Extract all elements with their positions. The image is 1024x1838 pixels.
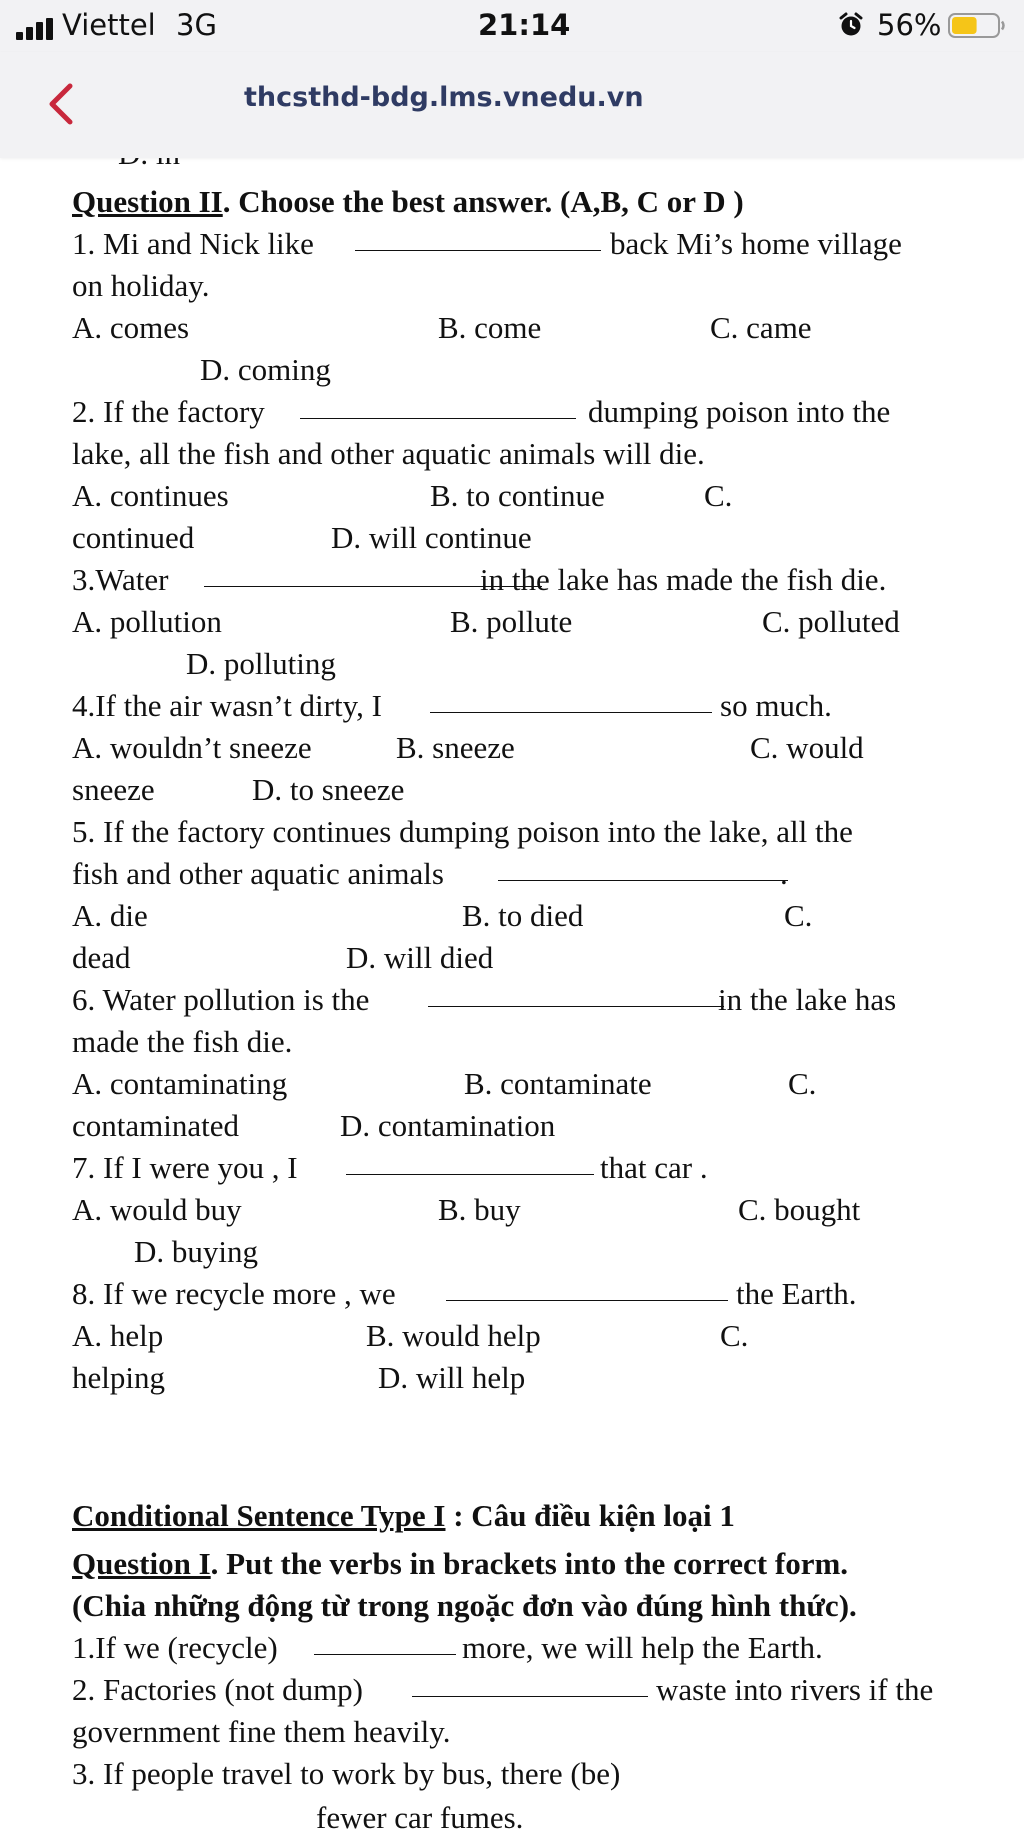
option-b: B. would help [366, 1318, 541, 1353]
network-type: 3G [176, 8, 217, 42]
battery-icon [948, 13, 1006, 38]
option-c: C. [788, 1066, 817, 1101]
option-d: D. will continue [331, 520, 532, 555]
option-a: A. contaminating [72, 1066, 288, 1101]
answer-blank [346, 1148, 594, 1175]
section-heading-rest: : Câu điều kiện loại 1 [445, 1498, 735, 1533]
section-heading-label: Conditional Sentence Type I [72, 1498, 446, 1533]
status-bar [0, 0, 1024, 52]
answer-blank [300, 392, 576, 419]
answer-blank [498, 854, 788, 881]
answer-blank [355, 224, 601, 251]
question-i-heading [72, 1544, 848, 1584]
question-ii-heading [72, 182, 744, 222]
option-c: C. [784, 898, 813, 933]
back-button[interactable] [42, 72, 82, 132]
option-b: B. pollute [450, 604, 573, 639]
carrier-name: Viettel [62, 8, 156, 42]
chevron-left-icon [52, 86, 70, 122]
answer-blank [428, 980, 724, 1007]
option-a: A. would buy [72, 1192, 242, 1227]
question-i-label: Question I [72, 1546, 211, 1581]
answer-blank [446, 1274, 728, 1301]
option-b: B. come [438, 310, 542, 345]
option-d: D. contamination [340, 1108, 556, 1143]
signal-bars-icon [16, 18, 56, 40]
option-d: D. polluting [186, 646, 336, 681]
option-b: B. to died [462, 898, 584, 933]
answer-blank [430, 686, 712, 713]
option-d: D. will help [378, 1360, 526, 1395]
question-i-title: . Put the verbs in brackets into the correct form. [210, 1546, 849, 1581]
option-d: D. to sneeze [252, 772, 405, 807]
document-content: Question II. Choose the best answer. (A,B, C or D ) 1. Mi and Nick like back Mi’s home village on holiday. A. comes B. come C. came D. coming 2. If the factory dumping poison into the lake, all the fish and other aquatic animals will die. A. continues B. to continue C. continued D. will continue 3.Water in the lake has made the fish die. A. pollution B. pollute C. polluted D. polluting 4.If the air wasn’t dirty, I so much. A. wouldn’t sneeze B. sneeze C. would sneeze D. to sneeze 5. If the factory continues dumping poison into the lake, all the fish and other aquatic animals . A. die B. to died C. dead D. will died 6. Water pollution is the in the lake has made the fish die. A. contaminating B. contaminate C. contaminated D. contamination 7. If I were you , I that car . A. would buy B. buy C. bought D. buying 8. If we recycle more , we the Earth. A. help B. would help C. helping D. will help Conditional Sentence Type I : Câu điều kiện loại 1 Question I. Put the verbs in brackets into the correct form. (Chia những động từ trong ngoặc đơn vào đúng hình thức). 1.If we (recycle) more, we will help the Earth. 2. Factories (not dump) waste into rivers if the government fine them heavily. 3. If people travel to work by bus, there (be) fewer car fumes. [72, 184, 934, 1835]
option-b: B. sneeze [396, 730, 515, 765]
section-heading [72, 1496, 735, 1536]
option-d: D. coming [200, 352, 331, 387]
option-b: B. buy [438, 1192, 521, 1227]
option-a: A. comes [72, 310, 190, 345]
question-i-instruction-vn: (Chia những động từ trong ngoặc đơn vào đúng hình thức). [72, 1588, 857, 1623]
browser-address-bar [0, 52, 1024, 158]
question-ii-title: . Choose the best answer. (A,B, C or D ) [222, 184, 744, 219]
option-c: C. would [750, 730, 864, 765]
clock: 21:14 [478, 8, 571, 42]
answer-blank [314, 1628, 456, 1655]
battery-percent: 56% [877, 8, 942, 42]
option-b: B. contaminate [464, 1066, 652, 1101]
option-a: A. help [72, 1318, 164, 1353]
site-url[interactable]: thcsthd-bdg.lms.vnedu.vn [244, 82, 644, 113]
option-a: A. die [72, 898, 148, 933]
option-c: C. came [710, 310, 812, 345]
option-c: C. polluted [762, 604, 900, 639]
option-a: A. wouldn’t sneeze [72, 730, 312, 765]
option-d: D. buying [134, 1234, 258, 1269]
option-c: C. [704, 478, 733, 513]
option-a: A. pollution [72, 604, 222, 639]
option-a: A. continues [72, 478, 229, 513]
alarm-clock-icon [838, 12, 864, 38]
option-c: C. [720, 1318, 749, 1353]
option-d: D. will died [346, 940, 494, 975]
question-ii-label: Question II [72, 184, 223, 219]
option-c: C. bought [738, 1192, 861, 1227]
answer-blank [412, 1670, 648, 1697]
option-b: B. to continue [430, 478, 605, 513]
